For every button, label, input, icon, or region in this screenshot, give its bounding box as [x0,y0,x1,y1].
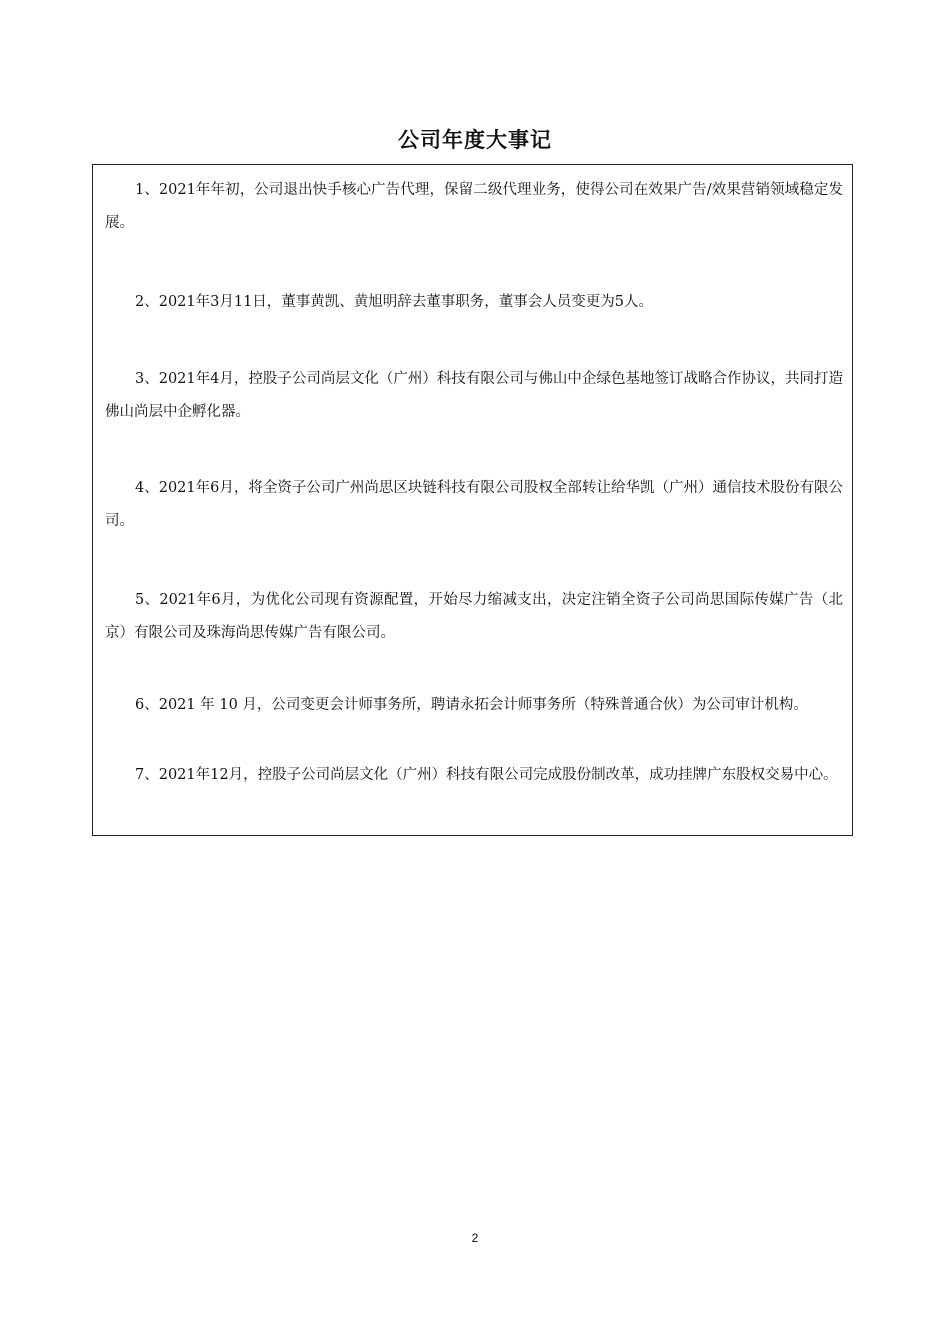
event-item-1: 1、2021年年初，公司退出快手核心广告代理，保留二级代理业务，使得公司在效果广告/效果营销领域稳定发展。 [105,182,843,231]
page-number: 2 [471,1231,479,1245]
event-item-4: 4、2021年6月，将全资子公司广州尚思区块链科技有限公司股权全部转让给华凯（广州）通信技术股份有限公司。 [105,480,843,529]
event-item-2: 2、2021年3月11日，董事黄凯、黄旭明辞去董事职务，董事会人员变更为5人。 [135,294,654,310]
event-item-3: 3、2021年4月，控股子公司尚层文化（广州）科技有限公司与佛山中企绿色基地签订战略合作协议，共同打造佛山尚层中企孵化器。 [105,371,843,420]
page-title: 公司年度大事记 [398,128,552,152]
event-item-5: 5、2021年6月，为优化公司现有资源配置，开始尽力缩减支出，决定注销全资子公司尚思国际传媒广告（北京）有限公司及珠海尚思传媒广告有限公司。 [105,592,843,641]
event-item-6: 6、2021 年 10 月，公司变更会计师事务所，聘请永拓会计师事务所（特殊普通合伙）为公司审计机构。 [135,697,808,713]
events-table [92,164,853,836]
event-item-7: 7、2021年12月，控股子公司尚层文化（广州）科技有限公司完成股份制改革，成功挂牌广东股权交易中心。 [135,767,838,783]
